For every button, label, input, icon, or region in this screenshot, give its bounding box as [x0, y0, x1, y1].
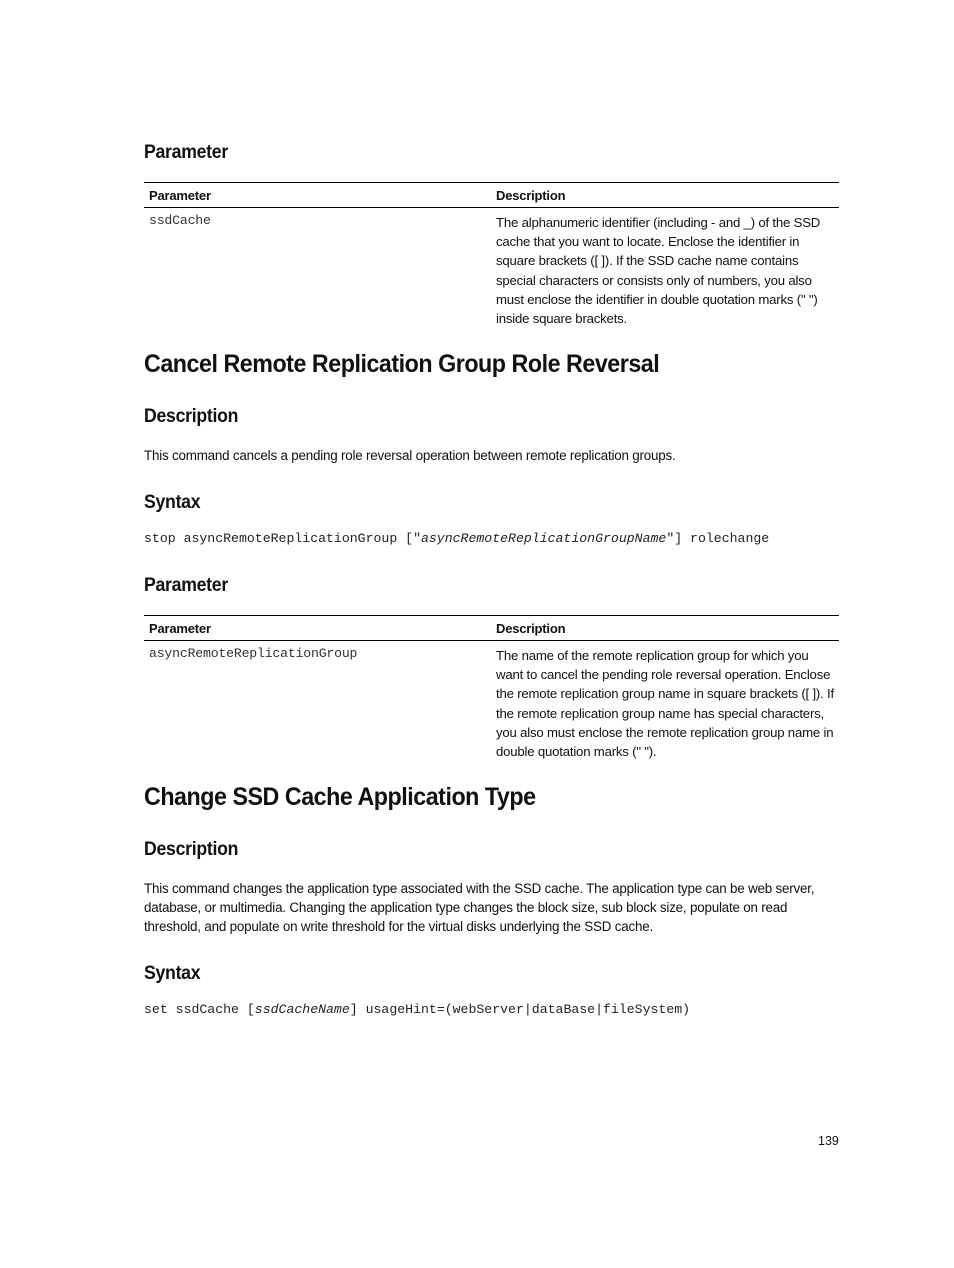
- parameter-description: The alphanumeric identifier (including - and _) of the SSD cache that you want to locate. Enclose the identifier in square brackets ([ ]). If the SSD cache name contains special characters or consists only of numbers, you also must enclose the identifier in double quotation marks (" ") inside square brackets.: [496, 215, 821, 327]
- description-text: This command cancels a pending role reversal operation between remote replication groups.: [144, 448, 676, 463]
- parameter-name: asyncRemoteReplicationGroup: [149, 646, 358, 661]
- column-header-description: Description: [491, 616, 839, 641]
- parameter-table: [144, 615, 839, 761]
- parameter-description: The name of the remote replication group for which you want to cancel the pending role reversal operation. Enclose the remote replication group name in square brackets ([ ]). If the remote replication group name has special characters, you also must enclose the remote replication group name in double quotation marks (" ").: [496, 648, 834, 760]
- page-number: 139: [818, 1134, 839, 1148]
- syntax-code-part: set ssdCache [: [144, 1002, 255, 1017]
- syntax-code-variable: asyncRemoteReplicationGroupName: [420, 531, 667, 546]
- parameter-name: ssdCache: [149, 213, 211, 228]
- syntax-code-part: stop asyncRemoteReplicationGroup [": [144, 531, 421, 546]
- table-header-row: [144, 616, 839, 641]
- syntax-code-variable: ssdCacheName: [254, 1002, 350, 1017]
- table-row: [144, 208, 839, 329]
- parameter-heading: Parameter: [144, 575, 228, 596]
- section-title: Change SSD Cache Application Type: [144, 783, 536, 811]
- syntax-heading: Syntax: [144, 963, 201, 984]
- syntax-code: [144, 531, 769, 546]
- table-header-row: [144, 183, 839, 208]
- column-header-description: Description: [491, 183, 839, 208]
- syntax-code: [144, 1002, 690, 1017]
- syntax-code-part: "] rolechange: [666, 531, 770, 546]
- section-title: Cancel Remote Replication Group Role Reversal: [144, 350, 660, 378]
- column-header-parameter: Parameter: [144, 183, 491, 208]
- table-row: [144, 641, 839, 762]
- column-header-parameter: Parameter: [144, 616, 491, 641]
- description-text: This command changes the application type associated with the SSD cache. The application type can be web server, database, or multimedia. Changing the application type changes the block size, sub block size, populate on read threshold, and populate on write threshold for the virtual disks underlying the SSD cache.: [144, 881, 815, 934]
- parameter-table: [144, 182, 839, 328]
- syntax-code-part: ] usageHint=(webServer|dataBase|fileSystem): [349, 1002, 691, 1017]
- parameter-heading: Parameter: [144, 142, 228, 163]
- syntax-heading: Syntax: [144, 492, 201, 513]
- description-heading: Description: [144, 406, 239, 427]
- description-heading: Description: [144, 839, 239, 860]
